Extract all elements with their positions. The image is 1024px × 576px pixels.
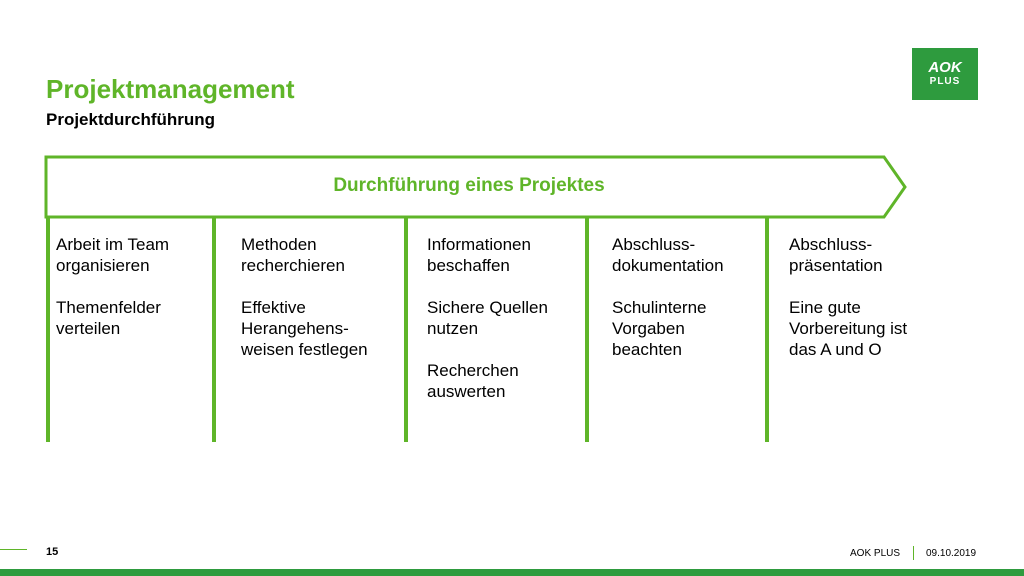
footer-date: 09.10.2019 [926, 548, 977, 559]
column-item: Arbeit im Team organisieren [56, 235, 170, 275]
phase-column-team [56, 234, 206, 360]
phase-column-methods [241, 234, 391, 381]
phase-column-information [427, 234, 577, 423]
phase-column-documentation [612, 234, 762, 381]
column-item: Themenfelder verteilen [56, 298, 161, 338]
logo-top-text: AOK [928, 59, 962, 76]
column-item: Effektive Herangehens- weisen festlegen [241, 298, 368, 359]
column-item: Recherchen auswerten [427, 361, 519, 401]
footer-brand: AOK PLUS [850, 548, 901, 559]
column-divider [585, 218, 589, 442]
column-item: Methoden recherchieren [241, 235, 345, 275]
footer-accent-line [0, 549, 27, 550]
column-divider [212, 218, 216, 442]
logo-bottom-text: PLUS [929, 76, 961, 87]
column-divider [404, 218, 408, 442]
column-item: Eine gute Vorbereitung ist das A und O [789, 298, 908, 359]
page-number: 15 [46, 546, 59, 558]
bottom-accent-bar [0, 569, 1024, 576]
column-item: Schulinterne Vorgaben beachten [612, 298, 707, 359]
column-item: Abschluss- präsentation [789, 235, 883, 275]
banner-label: Durchführung eines Projektes [333, 175, 605, 196]
column-divider [765, 218, 769, 442]
column-item: Informationen beschaffen [427, 235, 531, 275]
column-divider [46, 218, 50, 442]
slide-subtitle: Projektdurchführung [46, 110, 216, 129]
phase-column-presentation [789, 234, 939, 381]
slide-title: Projektmanagement [46, 74, 295, 104]
column-item: Sichere Quellen nutzen [427, 298, 548, 338]
footer-separator [913, 546, 914, 560]
column-item: Abschluss- dokumentation [612, 235, 724, 275]
